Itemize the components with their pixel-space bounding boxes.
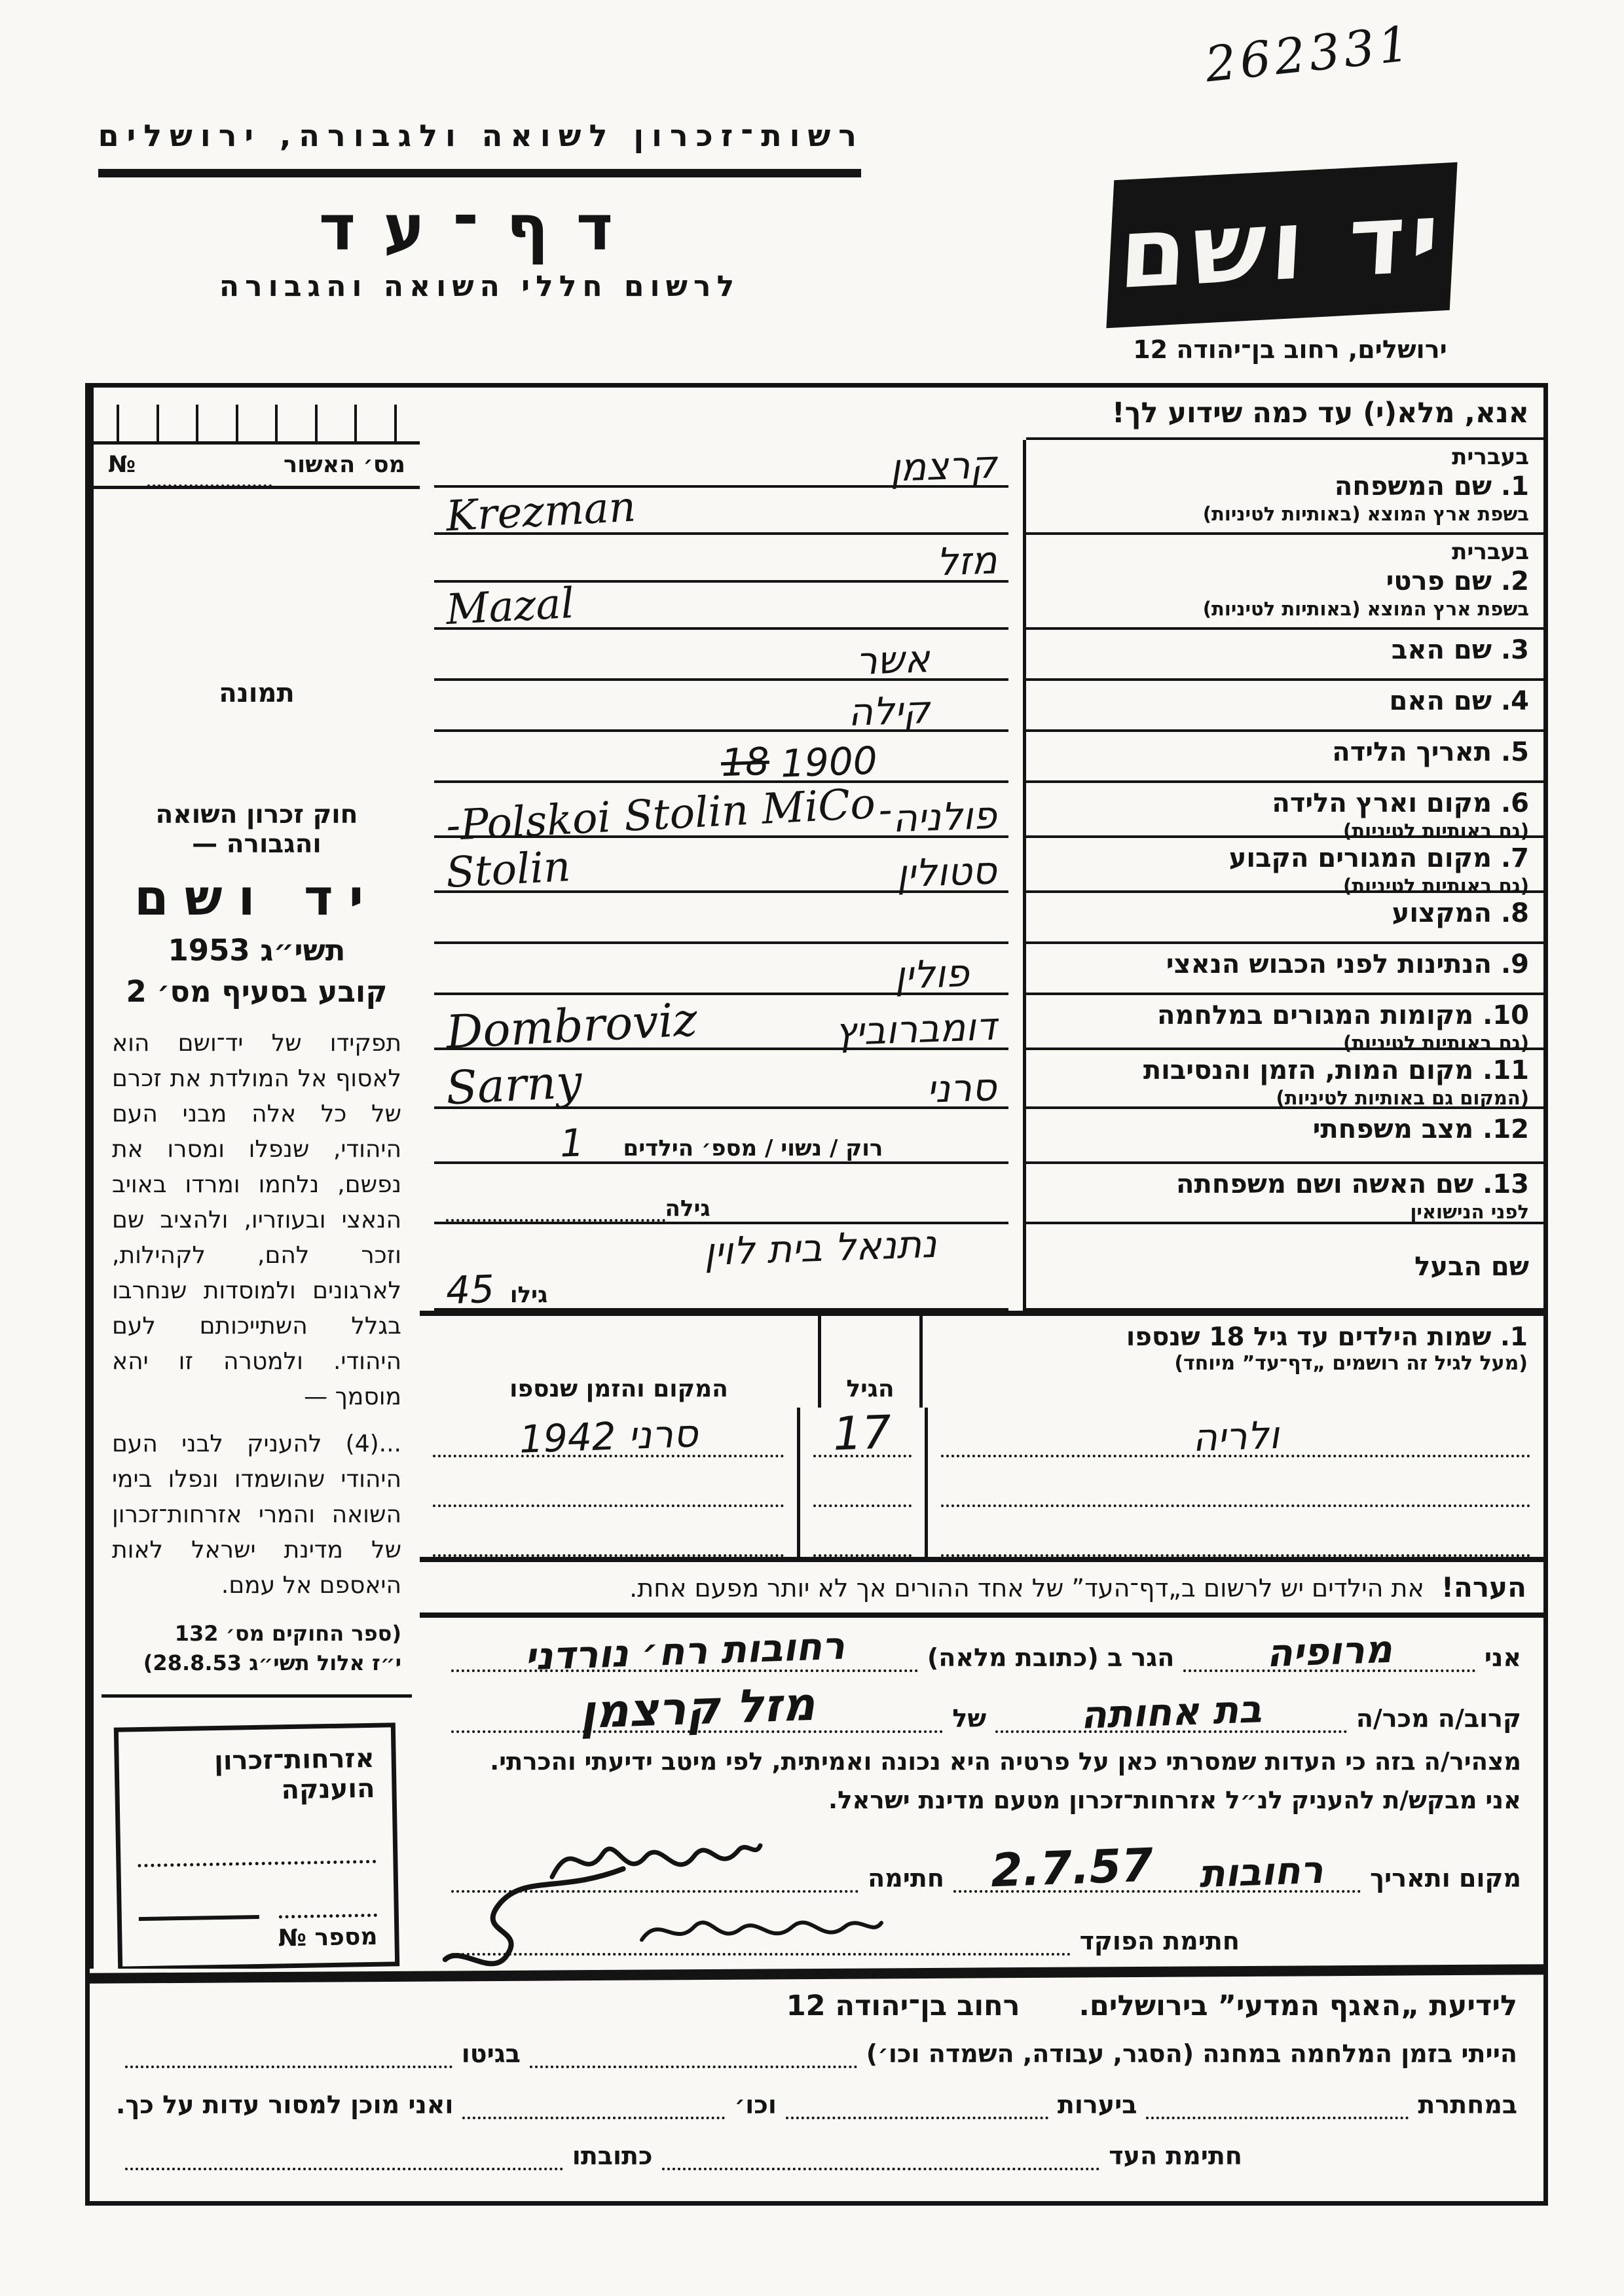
note-title: הערה! <box>1441 1571 1526 1603</box>
handwritten-death-place-hebrew: סרני <box>926 1065 998 1112</box>
handwritten-husband-age: 45 <box>445 1266 495 1313</box>
numero-sign: № <box>108 452 136 479</box>
handwritten-family-name-latin: Krezman <box>445 483 637 541</box>
form-box <box>85 383 1548 2206</box>
field-sub-label: (גם באותיות לטיניות) <box>1343 875 1529 897</box>
photo-label: תמונה <box>219 678 295 709</box>
etc-label: וכו׳ <box>734 2090 777 2119</box>
dotted-blank <box>662 2168 1100 2170</box>
field-profession <box>420 893 1543 944</box>
field-label: 1. שם המשפחה <box>1334 471 1529 501</box>
underground-label: במחתרת <box>1418 2090 1517 2119</box>
yad-vashem-logo: יד ושם <box>1106 162 1457 328</box>
his-age-label: גילו <box>509 1282 548 1308</box>
grid-tick <box>236 405 238 441</box>
handwritten-victim-name: מזל קרצמן <box>578 1677 816 1740</box>
handwritten-husband-name: נתנאל בית לוין <box>703 1221 938 1275</box>
handwritten-children-count: 1 <box>559 1120 585 1166</box>
witness-address-label: כתובתו <box>572 2141 653 2170</box>
handwritten-struck-digits: 18 <box>720 738 770 786</box>
handwritten-birth-place-latin: Polskoi Stolin MiCo- <box>445 780 877 851</box>
law-section: קובע בסעיף מס׳ 2 <box>126 974 388 1009</box>
camp-line-label: הייתי בזמן המלחמה במחנה (הסגר, עבודה, השמדה וכו׳) <box>866 2039 1517 2068</box>
place-column-header: המקום והזמן שנספו <box>509 1376 728 1402</box>
field-label: 4. שם האם <box>1389 686 1529 716</box>
bottom-section <box>90 1979 1543 2201</box>
grid-tick <box>394 405 397 441</box>
field-place-of-death <box>420 1050 1543 1115</box>
children-section-sublabel: (מעל לגיל זה רושמים „דף־עד” מיוחד) <box>1174 1352 1528 1375</box>
handwritten-document-number: 262331 <box>1202 15 1416 94</box>
declaration-section <box>420 1618 1543 1969</box>
address-label: הגר ב (כתובת מלאה) <box>927 1643 1175 1673</box>
handwritten-residence-latin: Stolin <box>445 843 572 898</box>
field-label: 2. שם פרטי <box>1386 566 1529 596</box>
age-column-header: הגיל <box>818 1316 923 1408</box>
law-year: תשי״ג 1953 <box>168 932 346 968</box>
grid-tick <box>196 405 198 441</box>
of-label: של <box>952 1704 987 1733</box>
note-text: את הילדים יש לרשום ב„דף־העד” של אחד ההורים אך לא יותר מפעם אחת. <box>629 1574 1424 1603</box>
affirmation-text: מצהיר/ה בזה כי העדות שמסרתי כאן על פרטיה היא נכונה ואמיתית, לפי מיטב ידיעתי והכרתי. <box>490 1747 1521 1776</box>
officer-signature-scribble <box>637 1907 885 1953</box>
handwritten-father-name: אשר <box>855 636 931 683</box>
relation-label: קרוב/ה מכר/ה <box>1356 1704 1521 1733</box>
handwritten-citizenship: פולין <box>894 950 970 998</box>
number-grid <box>94 388 420 445</box>
handwritten-child-place: סרני 1942 <box>518 1411 699 1462</box>
field-label: 7. מקום המגורים הקבוע <box>1228 843 1529 873</box>
handwritten-relation: בת אחותה <box>1080 1686 1263 1738</box>
left-column <box>90 388 420 1969</box>
note-band <box>420 1557 1543 1618</box>
handwritten-birth-place-hebrew: פולניה־ <box>877 792 998 842</box>
dotted-blank <box>1146 2117 1409 2119</box>
field-citizenship <box>420 944 1543 998</box>
field-wartime-residence <box>420 992 1543 1059</box>
field-birth-place <box>420 780 1543 851</box>
grid-tick <box>117 405 119 441</box>
field-sub-label: (המקום גם באותיות לטיניות) <box>1276 1087 1529 1109</box>
handwritten-mother-name: קילה <box>847 687 931 735</box>
handwritten-child-age: 17 <box>832 1404 893 1461</box>
field-sub-label: (גם באותיות לטיניות) <box>1343 820 1529 842</box>
field-husband-name <box>420 1221 1543 1313</box>
field-label: 10. מקומות המגורים במלחמה <box>1157 1000 1529 1030</box>
photo-box <box>94 489 420 793</box>
law-paragraph: תפקידו של יד־ושם הוא לאסוף אל המולדת את זכרם של כל אלה מבני העם היהודי, שנפלו ומסרו את נפשם, נלחמו ומרדו באויב הנאצי ובעוזריו, ולהציב שם וזכר להם, לקהילות, לארגונים ולמוסדות שנחרבו בגלל השתייכותם לעם היהודי. ולמטרה זו יהא מוסמך — <box>112 1029 401 1410</box>
field-sub-label: לפני הנישואין <box>1410 1201 1529 1223</box>
header-rule <box>98 169 861 177</box>
law-paragraph-2: ...(4) להעניק לבני העם היהודי שהושמדו ונפלו בימי השואה והמרי אזרחות־זכרון של מדינת ישראל לאות היאספם אל עמם. <box>112 1430 401 1599</box>
grid-tick <box>315 405 318 441</box>
page-title: דף־עד <box>318 191 641 264</box>
witness-signature-label: חתימת העד <box>1109 2141 1242 2170</box>
fill-instruction: אנא, מלא(י) עד כמה שידוע לך! <box>1026 388 1543 440</box>
signature-label: חתימה <box>868 1863 944 1893</box>
field-label: 9. הנתינות לפני הכבוש הנאצי <box>1166 949 1529 979</box>
field-label: 13. שם האשה ושם משפחתה <box>1176 1169 1529 1199</box>
handwritten-family-name-hebrew: קרצמן <box>889 442 998 491</box>
dotted-blank <box>125 2066 452 2068</box>
her-age-label: גילה <box>665 1195 710 1222</box>
handwritten-declarant-name: מרופיה <box>1266 1626 1393 1676</box>
dotted-blank <box>530 2066 857 2068</box>
marital-options-label: רוק / נשוי / מספ׳ הילדים <box>623 1135 883 1161</box>
handwritten-date: 2.7.57 <box>989 1838 1154 1898</box>
field-label: 11. מקום המות, הזמן והנסיבות <box>1143 1055 1529 1085</box>
child-row <box>420 1507 1543 1557</box>
child-row <box>420 1457 1543 1507</box>
handwritten-death-place-latin: Sarny <box>444 1054 583 1115</box>
declarant-label: אני <box>1484 1643 1521 1673</box>
officer-signature-label: חתימת הפוקד <box>1079 1926 1240 1956</box>
field-sub-label: בשפת ארץ המוצא (באותיות לטיניות) <box>1202 598 1529 620</box>
request-text: אני מבקש/ת להעניק לנ״ל אזרחות־זכרון מטעם מדינת ישראל. <box>828 1785 1521 1814</box>
authority-header: רשות־זכרון לשואה ולגבורה, ירושלים <box>98 118 864 153</box>
grid-tick <box>354 405 357 441</box>
field-sub-label: בשפת ארץ המוצא (באותיות לטיניות) <box>1202 503 1529 525</box>
field-label: 12. מצב משפחתי <box>1312 1114 1529 1144</box>
field-father-name <box>420 630 1543 681</box>
office-address: ירושלים, רחוב בן־יהודה 12 <box>1133 335 1447 364</box>
citizenship-box <box>114 1722 399 1969</box>
handwritten-wartime-residence-latin: Dombroviz <box>445 992 699 1059</box>
handwritten-birth-year: 1900 <box>780 738 879 786</box>
handwritten-declarant-address: רחובות רח׳ נורדני <box>523 1623 845 1679</box>
field-label: 5. תאריך הלידה <box>1332 737 1529 767</box>
dotted-blank <box>125 2168 563 2170</box>
approval-number-row <box>94 445 420 490</box>
field-wife-name <box>420 1164 1543 1224</box>
citizenship-box-title: אזרחות־זכרון הוענקה <box>213 1743 375 1806</box>
grid-tick <box>275 405 278 441</box>
field-marital-status <box>420 1109 1543 1164</box>
field-first-name <box>420 535 1543 635</box>
law-title: חוק זכרון השואה והגבורה — <box>155 799 358 859</box>
handwritten-wartime-residence-hebrew: דומברוביץ <box>834 1004 998 1055</box>
sidebar-rule <box>101 1694 412 1698</box>
numero-sign: № <box>278 1924 307 1952</box>
handwritten-child-name: ולריה <box>1191 1412 1280 1461</box>
field-pre-label: בעברית <box>1452 539 1529 565</box>
handwritten-residence-hebrew: סטולין <box>896 848 998 896</box>
field-mother-name <box>420 681 1543 735</box>
willing-testify-label: ואני מוכן למסור עדות על כך. <box>116 2090 454 2119</box>
grid-tick <box>157 405 159 441</box>
law-citation: (ספר החוקים מס׳ 132 י״ז אלול תשי״ג 28.8.53) <box>143 1620 401 1675</box>
field-label: 3. שם האב <box>1391 635 1529 665</box>
approval-number-label: מס׳ האשור <box>284 452 405 479</box>
number-label: מספר <box>314 1923 378 1952</box>
dotted-blank <box>278 1894 377 1919</box>
ghetto-label: בגיטו <box>461 2039 521 2068</box>
handwritten-place: רחובות <box>1198 1847 1324 1896</box>
fields-zone <box>420 388 1543 1969</box>
field-pre-label: בעברית <box>1452 444 1529 470</box>
field-sub-label: (גם באותיות לטיניות) <box>1343 1032 1529 1054</box>
dotted-blank <box>147 443 272 488</box>
solid-blank <box>138 1895 259 1921</box>
children-section-label: 1. שמות הילדים עד גיל 18 שנספו <box>1126 1322 1528 1352</box>
field-label: 6. מקום וארץ הלידה <box>1272 788 1529 818</box>
bottom-heading-address: רחוב בן־יהודה 12 <box>786 1990 1020 2022</box>
children-table <box>420 1311 1543 1557</box>
dotted-blank <box>462 2117 725 2119</box>
dotted-blank <box>786 2117 1048 2119</box>
forests-label: ביערות <box>1057 2090 1137 2119</box>
law-logo-text: יד ושם <box>134 867 380 926</box>
field-birth-date <box>420 732 1543 786</box>
handwritten-first-name-hebrew: מזל <box>935 538 998 585</box>
page-subtitle: לרשום חללי השואה והגבורה <box>219 270 741 303</box>
dotted-blank <box>446 1161 665 1222</box>
dotted-blank <box>138 1834 377 1867</box>
law-sidebar <box>94 793 420 1678</box>
place-date-label: מקום ותאריך <box>1370 1863 1521 1893</box>
bottom-heading: לידיעת „האגף המדעי” בירושלים. <box>1079 1990 1517 2022</box>
field-label: 8. המקצוע <box>1392 898 1529 928</box>
field-family-name <box>420 440 1543 541</box>
child-row <box>420 1404 1543 1462</box>
handwritten-first-name-latin: Mazal <box>445 579 576 635</box>
field-permanent-residence <box>420 838 1543 898</box>
field-label: שם הבעל <box>1414 1252 1529 1282</box>
